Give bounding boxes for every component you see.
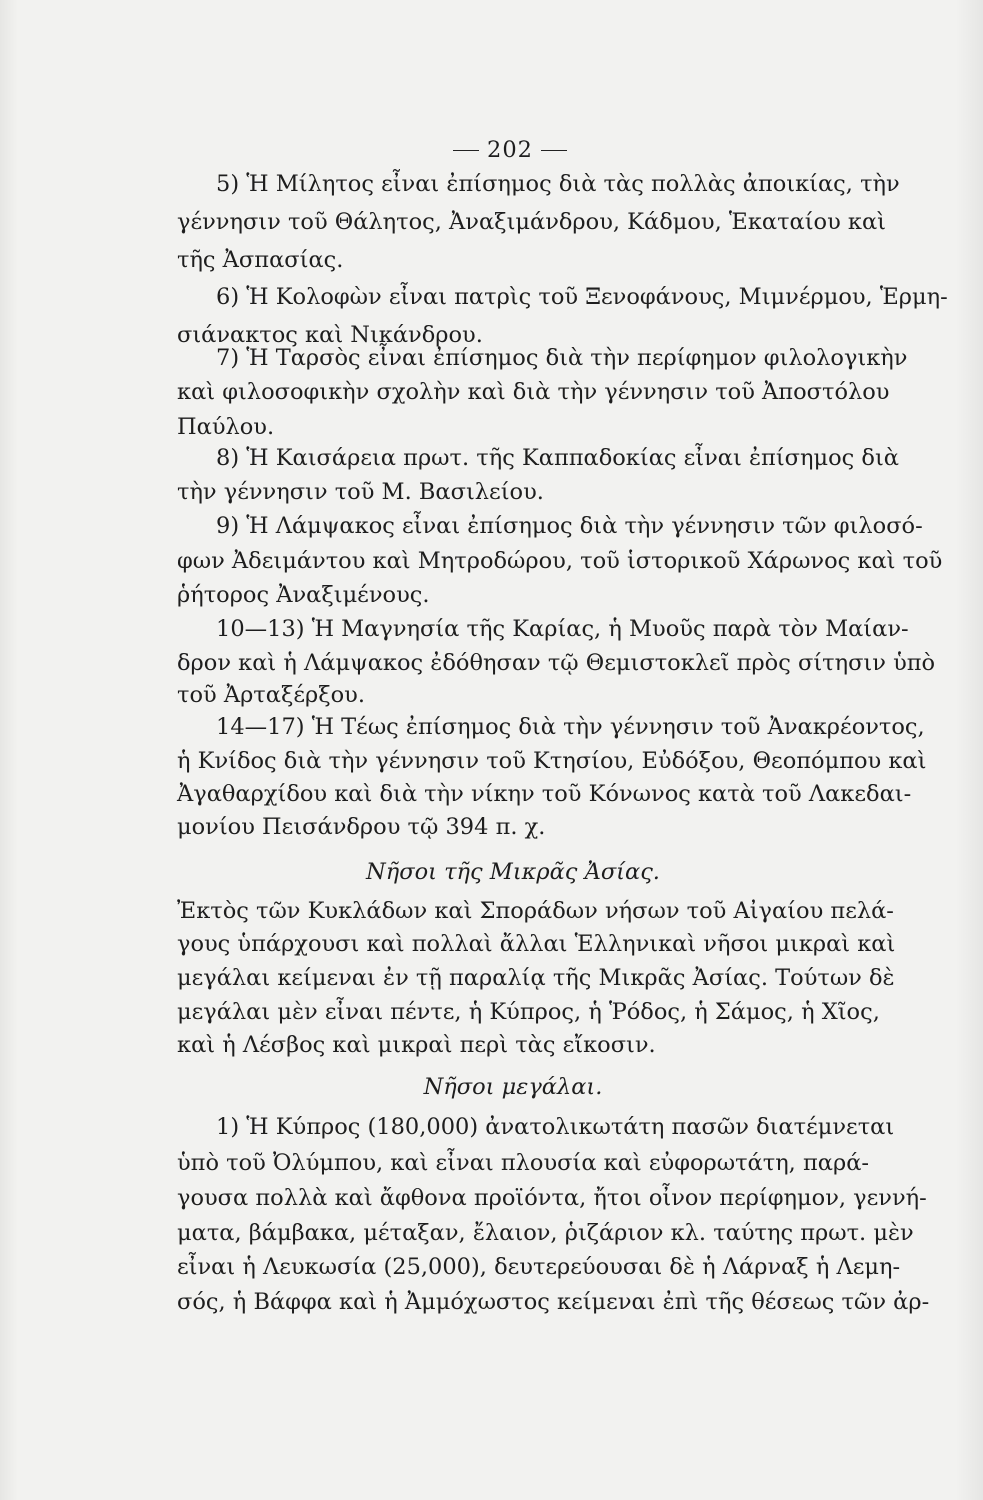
dash-left — [453, 150, 479, 152]
section-heading: Νῆσοι μεγάλαι. — [423, 1074, 603, 1100]
text-line: σιάνακτος καὶ Νικάνδρου. — [177, 322, 483, 348]
text-line: 1) Ἡ Κύπρος (180,000) ἀνατολικωτάτη πασῶν διατέμνεται — [216, 1114, 895, 1140]
text-line: 10—13) Ἡ Μαγνησία τῆς Καρίας, ἡ Μυοῦς παρὰ τὸν Μαίαν- — [216, 616, 909, 642]
text-line: φων Ἀδειμάντου καὶ Μητροδώρου, τοῦ ἱστορικοῦ Χάρωνος καὶ τοῦ — [177, 548, 943, 574]
text-line: μεγάλαι κείμεναι ἐν τῇ παραλίᾳ τῆς Μικρᾶς Ἀσίας. Τούτων δὲ — [177, 965, 895, 991]
text-line: γουσα πολλὰ καὶ ἄφθονα προϊόντα, ἤτοι οἶνον περίφημον, γεννή- — [177, 1185, 927, 1211]
text-line: σός, ἡ Βάφφα καὶ ἡ Ἀμμόχωστος κείμεναι ἐπὶ τῆς θέσεως τῶν ἀρ- — [177, 1289, 930, 1315]
text-line: ἡ Κνίδος διὰ τὴν γέννησιν τοῦ Κτησίου, Εὐδόξου, Θεοπόμπου καὶ — [177, 748, 927, 774]
dash-right — [541, 150, 567, 152]
text-line: 6) Ἡ Κολοφὼν εἶναι πατρὶς τοῦ Ξενοφάνους, Μιμνέρμου, Ἑρμη- — [216, 284, 948, 310]
text-line: τοῦ Ἀρταξέρξου. — [177, 682, 365, 708]
text-line: 8) Ἡ Καισάρεια πρωτ. τῆς Καππαδοκίας εἶναι ἐπίσημος διὰ — [216, 445, 899, 471]
text-line: ὑπὸ τοῦ Ὀλύμπου, καὶ εἶναι πλουσία καὶ εὐφορωτάτη, παρά- — [177, 1150, 869, 1176]
text-line: τὴν γέννησιν τοῦ Μ. Βασιλείου. — [177, 479, 544, 505]
text-line: Παύλου. — [177, 414, 275, 440]
text-line: εἶναι ἡ Λευκωσία (25,000), δευτερεύουσαι δὲ ἡ Λάρναξ ἡ Λεμη- — [177, 1254, 901, 1280]
text-line: 9) Ἡ Λάμψακος εἶναι ἐπίσημος διὰ τὴν γέννησιν τῶν φιλοσό- — [216, 513, 923, 539]
text-line: δρον καὶ ἡ Λάμψακος ἐδόθησαν τῷ Θεμιστοκλεῖ πρὸς σίτησιν ὑπὸ — [177, 650, 936, 676]
text-line: ῥήτορος Ἀναξιμένους. — [177, 582, 430, 608]
text-line: μονίου Πεισάνδρου τῷ 394 π. χ. — [177, 814, 546, 840]
text-line: Ἀγαθαρχίδου καὶ διὰ τὴν νίκην τοῦ Κόνωνος κατὰ τοῦ Λακεδαι- — [177, 781, 912, 807]
page-edge-shadow-right — [955, 0, 983, 1500]
text-line: τῆς Ἀσπασίας. — [177, 247, 344, 273]
page-number — [440, 130, 580, 170]
text-line: γέννησιν τοῦ Θάλητος, Ἀναξιμάνδρου, Κάδμου, Ἑκαταίου καὶ — [177, 209, 886, 235]
text-line: Ἐκτὸς τῶν Κυκλάδων καὶ Σποράδων νήσων τοῦ Αἰγαίου πελά- — [177, 898, 894, 924]
text-line: μεγάλαι μὲν εἶναι πέντε, ἡ Κύπρος, ἡ Ῥόδος, ἡ Σάμος, ἡ Χῖος, — [177, 999, 880, 1025]
text-line: γους ὑπάρχουσι καὶ πολλαὶ ἄλλαι Ἑλληνικαὶ νῆσοι μικραὶ καὶ — [177, 931, 896, 957]
text-line: ματα, βάμβακα, μέταξαν, ἔλαιον, ῥιζάριον κλ. ταύτης πρωτ. μὲν — [177, 1220, 914, 1246]
page-number-value: 202 — [487, 137, 533, 163]
text-line: καὶ ἡ Λέσβος καὶ μικραὶ περὶ τὰς εἴκοσιν. — [177, 1032, 656, 1058]
section-heading: Νῆσοι τῆς Μικρᾶς Ἀσίας. — [366, 859, 660, 885]
text-line: 7) Ἡ Ταρσὸς εἶναι ἐπίσημος διὰ τὴν περίφημον φιλολογικὴν — [216, 345, 908, 371]
text-line: 5) Ἡ Μίλητος εἶναι ἐπίσημος διὰ τὰς πολλὰς ἀποικίας, τὴν — [216, 171, 900, 197]
text-line: καὶ φιλοσοφικὴν σχολὴν καὶ διὰ τὴν γέννησιν τοῦ Ἀποστόλου — [177, 379, 890, 405]
text-line: 14—17) Ἡ Τέως ἐπίσημος διὰ τὴν γέννησιν τοῦ Ἀνακρέοντος, — [216, 714, 925, 740]
page-edge-shadow-left — [0, 0, 18, 1500]
